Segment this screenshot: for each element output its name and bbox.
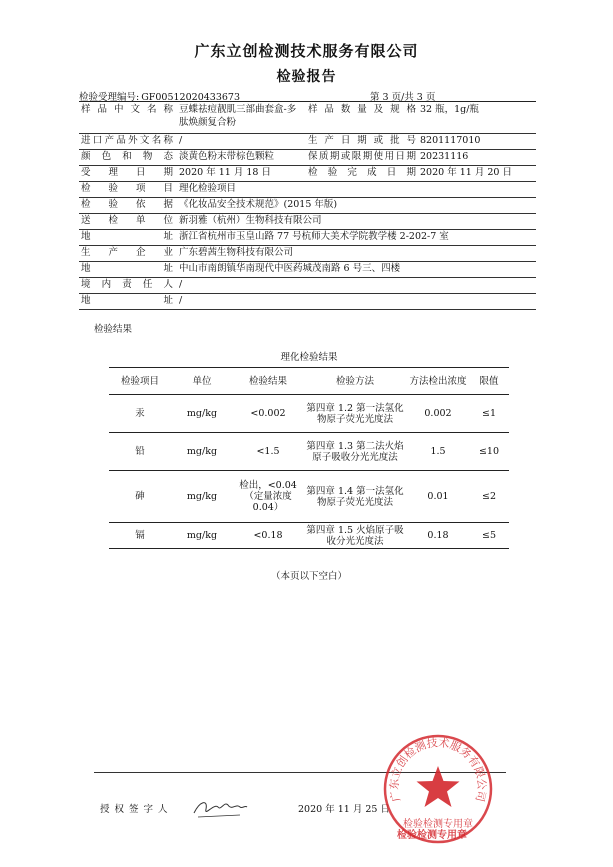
signer-label: 授权签字人 [100,804,173,815]
sender-address: 浙江省杭州市玉皇山路 77 号杭师大美术学院教学楼 2-202-7 室 [177,229,536,245]
cell: mg/kg [171,433,233,471]
cell: 0.18 [407,523,469,549]
cell: ≤5 [469,523,509,549]
cell: 检出，<0.04（定量浓度 0.04） [233,471,303,523]
report-title: 检验报告 [276,69,337,85]
col-header: 限值 [469,368,509,395]
label: 颜色和物态 [79,149,177,165]
col-header: 检验结果 [233,368,303,395]
col-header: 方法检出浓度 [407,368,469,395]
sample-en-name: / [177,133,306,149]
col-header: 检验方法 [303,368,407,395]
page-number: 第 3 页/共 3 页 [370,92,436,103]
cell: 0.002 [407,395,469,433]
cell: 0.01 [407,471,469,523]
results-table-caption: 理化检验结果 [280,352,338,363]
cell: mg/kg [171,471,233,523]
cell: 1.5 [407,433,469,471]
manufacturer-address: 中山市南朗镇华南现代中医药城茂南路 6 号三、四楼 [177,261,536,277]
label: 境内责任人 [79,277,177,293]
header-rule [79,101,536,102]
blank-note: （本页以下空白） [270,571,347,582]
label: 进口产品外文名称 [79,133,177,149]
cell: <0.002 [233,395,303,433]
manufacturer: 广东碧茜生物科技有限公司 [177,245,536,261]
label: 地址 [79,229,177,245]
label: 样品中文名称 [79,103,177,133]
label: 检验项目 [79,181,177,197]
sign-date: 2020 年 11 月 25 日 [298,804,390,815]
cell: ≤2 [469,471,509,523]
col-header: 检验项目 [109,368,171,395]
label: 保质期或限期使用日期 [306,149,418,165]
cell: mg/kg [171,523,233,549]
svg-text:检验检测专用章: 检验检测专用章 [403,819,473,830]
seal-caption: 检验检测专用章 [397,830,467,841]
cell: <1.5 [233,433,303,471]
results-section-label: 检验结果 [94,324,133,335]
label: 检验依据 [79,197,177,213]
cell: ≤1 [469,395,509,433]
cell: 第四章 1.3 第二法火焰原子吸收分光光度法 [303,433,407,471]
acceptance-number: 检验受理编号: GF00512020433673 [79,92,241,103]
sample-info-table [79,103,536,310]
cell: 第四章 1.5 火焰原子吸收分光光度法 [303,523,407,549]
cell: 第四章 1.2 第一法氢化物原子荧光光度法 [303,395,407,433]
test-basis: 《化妆品安全技术规范》(2015 年版) [177,197,536,213]
col-header: 单位 [171,368,233,395]
cell: 镉 [109,523,171,549]
table-row [109,471,509,523]
expiry-date: 20231116 [418,149,536,165]
label: 送检单位 [79,213,177,229]
table-row [109,433,509,471]
completed-date: 2020 年 11 月 20 日 [418,165,536,181]
batch-number: 8201117010 [418,133,536,149]
results-table [109,367,509,549]
responsible-address: / [177,293,536,309]
label: 受理日期 [79,165,177,181]
label: 地址 [79,293,177,309]
color-state: 淡黄色粉末带棕色颗粒 [177,149,306,165]
cell: ≤10 [469,433,509,471]
sender: 新羽雅（杭州）生物科技有限公司 [177,213,536,229]
sample-qty: 32 瓶，1g/瓶 [418,103,536,133]
svg-text:广东立创检测技术服务有限公司: 广东立创检测技术服务有限公司 [387,736,489,803]
cell: mg/kg [171,395,233,433]
cell: 第四章 1.4 第一法氢化物原子荧光光度法 [303,471,407,523]
cell: 砷 [109,471,171,523]
responsible-person: / [177,277,536,293]
label: 生产日期或批号 [306,133,418,149]
table-row [109,523,509,549]
label: 检验完成日期 [306,165,418,181]
received-date: 2020 年 11 月 18 日 [177,165,306,181]
table-row [109,395,509,433]
label: 地址 [79,261,177,277]
cell: 汞 [109,395,171,433]
company-name: 广东立创检测技术服务有限公司 [194,42,419,60]
label: 样品数量及规格 [306,103,418,133]
cell: 铅 [109,433,171,471]
test-item: 理化检验项目 [177,181,536,197]
sample-cn-name: 豆蝶祛痘靓肌三部曲套盒-多肽焕颜复合粉 [177,103,306,133]
cell: <0.18 [233,523,303,549]
signature [190,795,250,821]
label: 生产企业 [79,245,177,261]
